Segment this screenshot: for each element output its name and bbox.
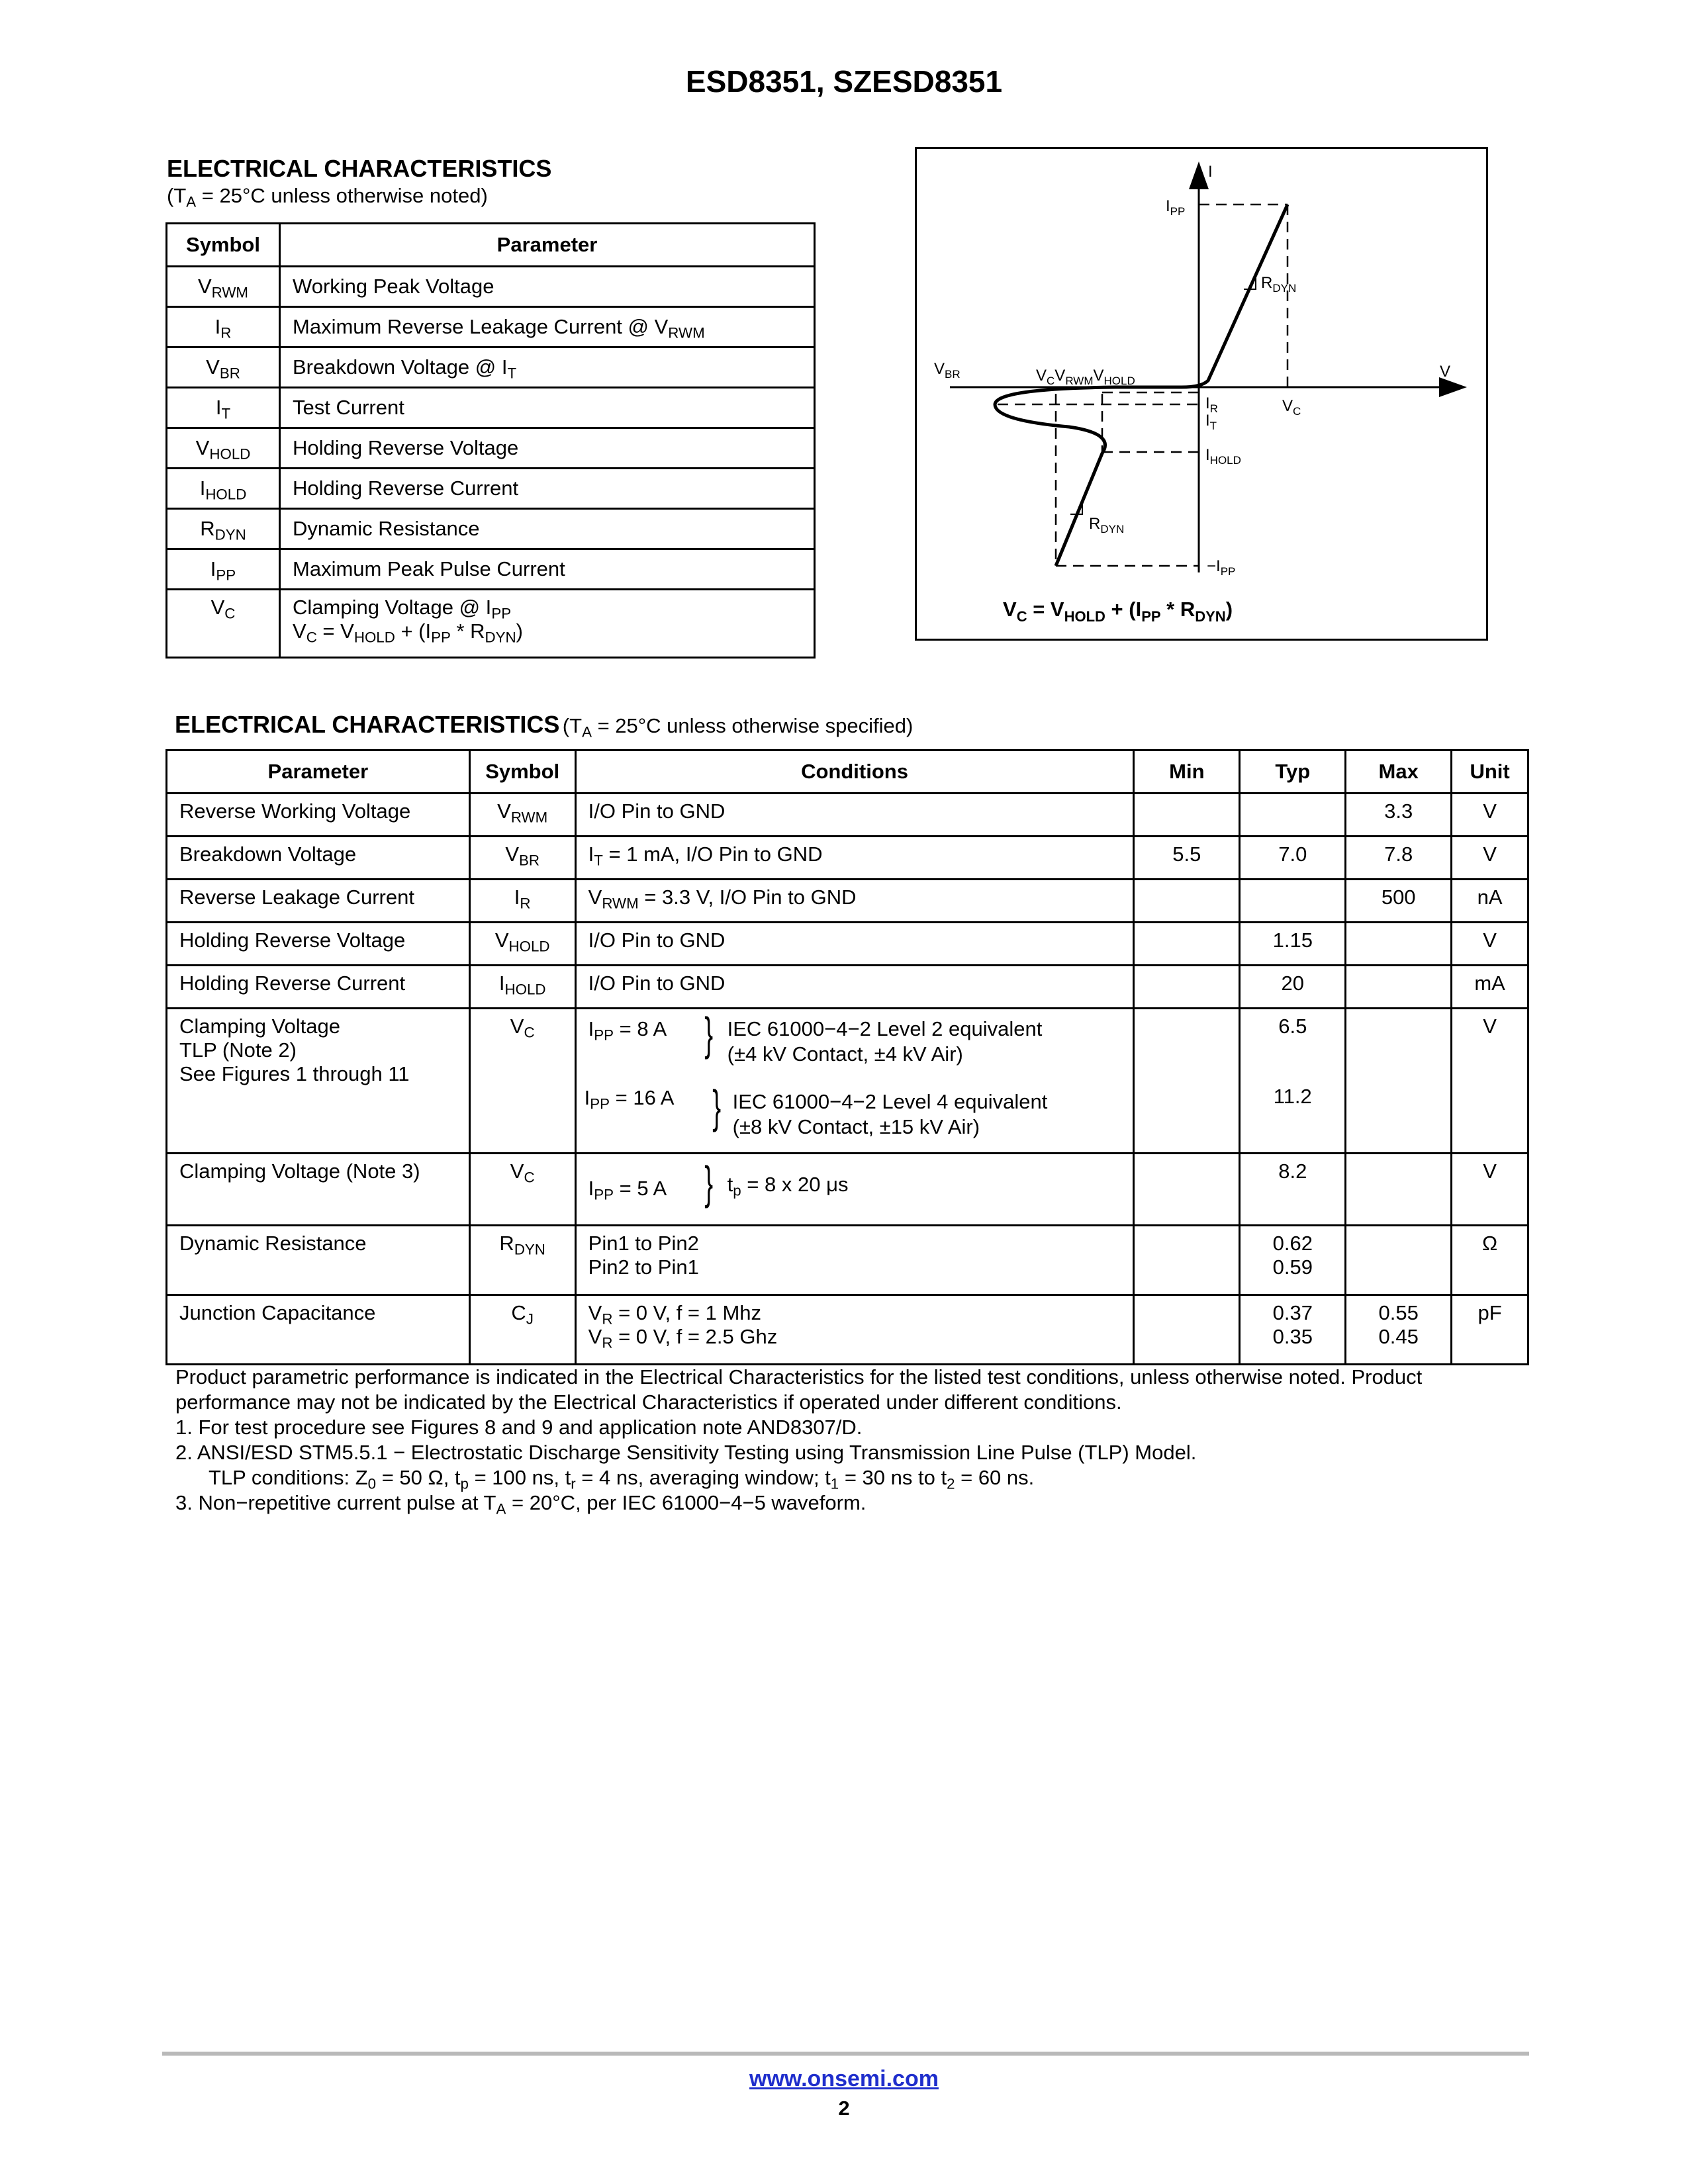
symbol-cell: $I_{HOLD}$ [469,966,575,1009]
ihold-label: $I_{HOLD}$ [1205,446,1241,467]
symbol-cell: $V_{BR}$ [469,837,575,880]
typ-cell: 7.0 [1240,837,1346,880]
table-row [167,880,1528,923]
page-title: ESD8351, SZESD8351 [685,64,1003,99]
it-label: $I_T$ [1205,412,1217,432]
brace-icon: } [704,1157,713,1208]
axis-v-label: V [1440,363,1451,381]
col-unit: Unit [1452,751,1528,794]
unit-cell: V [1452,923,1528,966]
col-symbol: Symbol [469,751,575,794]
conditions-cell: $I_T = 1$ mA, I/O Pin to GND [575,837,1134,880]
table-row [167,388,815,428]
table-row [167,347,815,388]
table-row [167,966,1528,1009]
symbol-cell: $V_C$ [167,590,280,658]
col-max: Max [1346,751,1452,794]
max-cell [1346,1154,1452,1226]
param-cell: Reverse Leakage Current [167,880,470,923]
unit-cell: V [1452,837,1528,880]
col-symbol: Symbol [167,224,280,267]
unit-cell: pF [1452,1295,1528,1365]
conditions-cell: I/O Pin to GND [575,966,1134,1009]
graph-formula: $V_C = V_{HOLD} + (I_{PP} * R_{DYN})$ [1003,598,1233,625]
unit-cell: nA [1452,880,1528,923]
max-cell [1346,1226,1452,1295]
rdyn-label-upper: $R_{DYN}$ [1261,274,1297,295]
conditions-cell: I/O Pin to GND [575,794,1134,837]
ipp-label: $I_{PP}$ [1166,197,1186,218]
vc-formula-text: $V_C = V_{HOLD} + (I_{PP} * R_{DYN})$ [293,619,523,646]
iv-characteristic-graph [915,147,1488,641]
param-cell: Junction Capacitance [167,1295,470,1365]
table-row [167,590,815,658]
table-row [167,1154,1528,1226]
typ-cell: 1.15 [1240,923,1346,966]
max-cell: 3.3 [1346,794,1452,837]
axis-i-label: I [1208,163,1213,181]
min-cell [1134,1295,1240,1365]
max-cell: 500 [1346,880,1452,923]
conditions-cell: $V_{RWM} = 3.3$ V, I/O Pin to GND [575,880,1134,923]
symbol-cell: $I_{PP}$ [167,549,280,590]
neg-ipp-label: $-I_{PP}$ [1207,557,1236,578]
symbols-table [165,222,816,659]
typ-cell: 6.5 11.2 [1240,1009,1346,1154]
notes-intro: Product parametric performance is indicated in the Electrical Characteristics for the listed test conditions, unless otherwise noted. Product performance may not be indicated by the Electrical Characteristics if operated under different conditions. [175,1365,1423,1414]
conditions-cell: Pin1 to Pin2 Pin2 to Pin1 [575,1226,1134,1295]
symbol-cell: $V_C$ [469,1154,575,1226]
conditions-cell: $I_{PP} = 8$ A } IEC 61000−4−2 Level 2 equivalent (±4 kV Contact, ±4 kV Air) $I_{PP} = 16$ A } IEC 61000−4−2 Level 4 equivalent (±8 kV Contact, ±15 kV Air) [575,1009,1134,1154]
unit-cell: V [1452,1009,1528,1154]
table-row [167,1226,1528,1295]
param-cell: Breakdown Voltage [167,837,470,880]
symbol-cell: $V_{HOLD}$ [167,428,280,469]
typ-cell: 0.62 0.59 [1240,1226,1346,1295]
note-1: 1. For test procedure see Figures 8 and 9 and application note AND8307/D. [175,1416,863,1439]
page-number: 2 [838,2097,850,2120]
param-cell: Reverse Working Voltage [167,794,470,837]
min-cell [1134,966,1240,1009]
symbol-cell: $V_C$ [469,1009,575,1154]
table-row [167,549,815,590]
electrical-section-subtitle: ($T_A = 25^\circ C$ unless otherwise specified) [562,714,914,741]
table-row [167,1295,1528,1365]
brace-icon: } [712,1081,721,1132]
typ-cell: 0.37 0.35 [1240,1295,1346,1365]
iv-curve [995,205,1288,566]
vc-vrwm-vhold-label: $V_CV_{RWM}V_{HOLD}$ [1036,367,1135,387]
max-cell: 7.8 [1346,837,1452,880]
table-row [167,428,815,469]
min-cell: 5.5 [1134,837,1240,880]
symbol-cell: $R_{DYN}$ [469,1226,575,1295]
vbr-label: $V_{BR}$ [934,360,961,381]
max-cell [1346,923,1452,966]
parameter-cell: Test Current [280,388,815,428]
symbol-cell: $R_{DYN}$ [167,509,280,549]
notes-block [175,1365,1526,1516]
parameter-cell: Clamping Voltage @ $I_{PP}$ $V_C = V_{HOLD} + (I_{PP} * R_{DYN})$ [280,590,815,658]
symbol-cell: $V_{RWM}$ [167,267,280,307]
note-2: 2. ANSI/ESD STM5.5.1 − Electrostatic Discharge Sensitivity Testing using Transmission Line Pulse (TLP) Model. [175,1441,1197,1464]
symbol-cell: $I_T$ [167,388,280,428]
min-cell [1134,1154,1240,1226]
col-typ: Typ [1240,751,1346,794]
min-cell [1134,880,1240,923]
symbol-cell: $V_{RWM}$ [469,794,575,837]
unit-cell: mA [1452,966,1528,1009]
electrical-section-title: ELECTRICAL CHARACTERISTICS [175,711,560,738]
min-cell [1134,923,1240,966]
param-cell: Clamping Voltage (Note 3) [167,1154,470,1226]
param-cell: Clamping Voltage TLP (Note 2) See Figures 1 through 11 [167,1009,470,1154]
table-row [167,469,815,509]
note-3: 3. Non−repetitive current pulse at $T_A = 20^\circ C$, per IEC 61000−4−5 waveform. [175,1491,867,1518]
symbols-section-title: ELECTRICAL CHARACTERISTICS [167,155,552,182]
min-cell [1134,794,1240,837]
symbol-cell: $I_R$ [167,307,280,347]
footer-divider [162,2052,1529,2056]
parameter-cell: Maximum Peak Pulse Current [280,549,815,590]
typ-cell [1240,794,1346,837]
symbols-section-subtitle: ($T_A = 25^\circ C$ unless otherwise noted) [167,184,488,210]
unit-cell: V [1452,1154,1528,1226]
table-row [167,794,1528,837]
symbol-cell: $V_{HOLD}$ [469,923,575,966]
max-cell [1346,966,1452,1009]
typ-cell [1240,880,1346,923]
brace-icon: } [704,1008,713,1060]
max-cell: 0.55 0.45 [1346,1295,1452,1365]
parameter-cell: Dynamic Resistance [280,509,815,549]
conditions-cell: I/O Pin to GND [575,923,1134,966]
footer-website-link[interactable]: www.onsemi.com [749,2066,939,2091]
param-cell: Dynamic Resistance [167,1226,470,1295]
symbol-cell: $I_R$ [469,880,575,923]
electrical-section-heading [175,711,913,739]
col-parameter: Parameter [167,751,470,794]
table-row [167,837,1528,880]
min-cell [1134,1226,1240,1295]
table-row [167,267,815,307]
vc-label: $V_C$ [1282,397,1301,418]
unit-cell: Ω [1452,1226,1528,1295]
symbol-cell: $I_{HOLD}$ [167,469,280,509]
electrical-table [165,749,1529,1365]
table-row [167,1009,1528,1154]
table-row [167,509,815,549]
conditions-cell: $V_R = 0$ V, f = 1 Mhz $V_R = 0$ V, f = 2.5 Ghz [575,1295,1134,1365]
param-cell: Holding Reverse Voltage [167,923,470,966]
ir-label: $I_R$ [1205,394,1218,415]
note-2-conditions: TLP conditions: $Z_0 = 50$ Ω, $t_p = 100$ ns, $t_r = 4$ ns, averaging window; $t_1 = 30$ ns to $t_2 = 60$ ns. [209,1466,1035,1492]
table-row [167,307,815,347]
parameter-cell: Holding Reverse Current [280,469,815,509]
col-parameter: Parameter [280,224,815,267]
table-row [167,923,1528,966]
rdyn-label-lower: $R_{DYN}$ [1089,515,1125,535]
parameter-cell: Breakdown Voltage @ $I_T$ [280,347,815,388]
unit-cell: V [1452,794,1528,837]
symbol-cell: $V_{BR}$ [167,347,280,388]
symbol-cell: $C_J$ [469,1295,575,1365]
param-cell: Holding Reverse Current [167,966,470,1009]
typ-cell: 20 [1240,966,1346,1009]
parameter-cell: Holding Reverse Voltage [280,428,815,469]
parameter-cell: Maximum Reverse Leakage Current @ $V_{RWM}$ [280,307,815,347]
typ-cell: 8.2 [1240,1154,1346,1226]
min-cell [1134,1009,1240,1154]
max-cell [1346,1009,1452,1154]
parameter-cell: Working Peak Voltage [280,267,815,307]
col-conditions: Conditions [575,751,1134,794]
conditions-cell: $I_{PP} = 5$ A } $t_p = 8$ x 20 μs [575,1154,1134,1226]
col-min: Min [1134,751,1240,794]
